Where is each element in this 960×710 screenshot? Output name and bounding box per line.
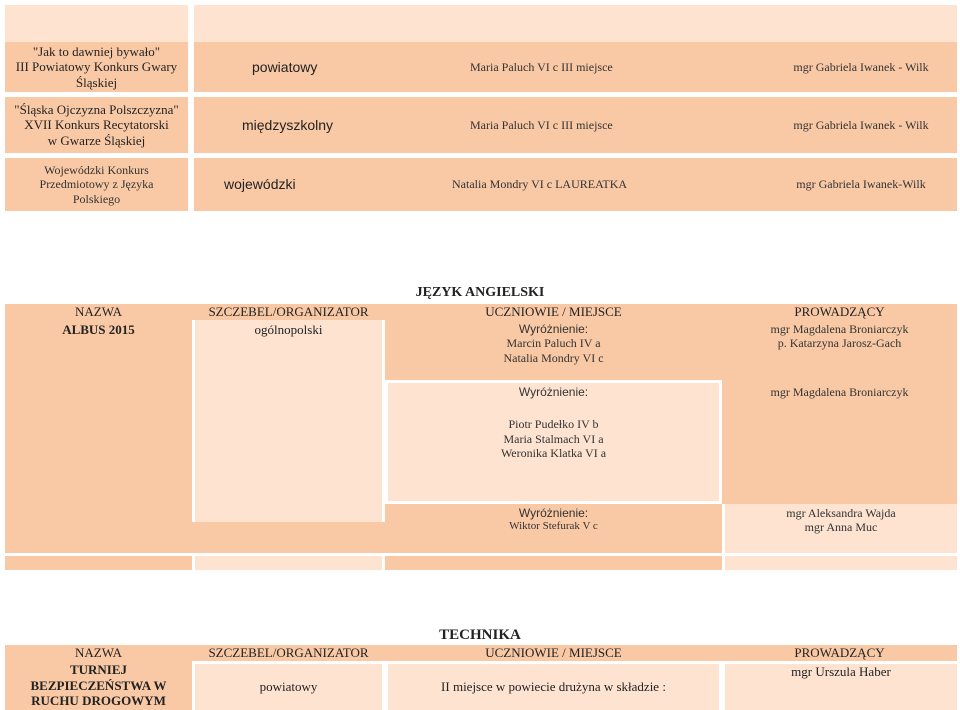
teacher-text: mgr Gabriela Iwanek-Wilk: [796, 177, 926, 192]
student-name: Marcin Paluch IV a: [506, 336, 601, 351]
award-label: Wyróżnienie:: [518, 322, 589, 336]
teacher-cell: [725, 504, 957, 553]
student-name: Piotr Pudełko IV b: [508, 417, 599, 432]
header-teacher: PROWADZĄCY: [722, 645, 957, 661]
level-text: wojewódzki: [224, 176, 296, 193]
name-column-bg: [5, 320, 192, 553]
top-header-empty-2: [194, 5, 957, 42]
level-column-bg: [195, 320, 382, 522]
teacher-text: mgr Aleksandra Wajda: [786, 506, 896, 520]
students-text: II miejsce w powiecie drużyna w składzie :: [441, 679, 666, 695]
students-cell: [388, 664, 719, 710]
empty-row-cell: [5, 556, 192, 570]
level-text: ogólnopolski: [254, 322, 323, 337]
header-level: SZCZEBEL/ORGANIZATOR: [192, 645, 385, 661]
empty-row-cell: [385, 556, 722, 570]
contest-name-line: RUCHU DROGOWYM: [31, 693, 166, 709]
contest-name-line: Przedmiotowy z Języka: [39, 177, 154, 192]
level-column-bottom: [192, 522, 385, 553]
header-name: NAZWA: [5, 645, 192, 661]
teacher-text: mgr Magdalena Broniarczyk: [770, 385, 909, 399]
level-cell: [195, 664, 382, 710]
teacher-text: mgr Gabriela Iwanek - Wilk: [793, 117, 929, 132]
contest-name-line: "Jak to dawniej bywało": [32, 43, 161, 59]
student-name: Maria Stalmach VI a: [503, 431, 604, 446]
teacher-cell: [765, 97, 957, 153]
teacher-text: mgr Gabriela Iwanek - Wilk: [793, 59, 929, 74]
contest-name-cell: [5, 661, 192, 710]
teacher-cell: [765, 42, 957, 92]
contest-name-line: Wojewódzki Konkurs: [44, 162, 149, 177]
section-title-technika: TECHNIKA: [439, 627, 521, 643]
top-row-level-students: [194, 97, 765, 153]
contest-name-line: "Śląska Ojczyzna Polszczyzna": [14, 101, 179, 117]
teacher-text: mgr Anna Muc: [804, 520, 878, 535]
teacher-cell: [722, 320, 957, 380]
contest-name-line: III Powiatowy Konkurs Gwary: [15, 59, 178, 75]
student-name: Natalia Mondry VI c: [503, 350, 604, 365]
top-row-level-students: [194, 42, 765, 92]
award-label: Wyróżnienie:: [518, 506, 589, 520]
contest-name-cell: [5, 97, 188, 153]
empty-row-cell: [195, 556, 382, 570]
header-students: UCZNIOWIE / MIEJSCE: [385, 645, 722, 661]
header-teacher: PROWADZĄCY: [722, 304, 957, 320]
students-cell: [388, 383, 719, 501]
empty-row-cell: [725, 556, 957, 570]
teacher-cell: [725, 664, 957, 710]
header-students: UCZNIOWIE / MIEJSCE: [385, 304, 722, 320]
level-text: międzyszkolny: [242, 116, 334, 133]
teacher-cell: [722, 380, 957, 504]
students-text: Maria Paluch VI c III miejsce: [470, 117, 613, 132]
contest-name: ALBUS 2015: [62, 322, 135, 337]
top-header-empty-1: [5, 5, 188, 42]
award-label: Wyróżnienie:: [518, 385, 589, 399]
students-text: Natalia Mondry VI c LAUREATKA: [452, 177, 628, 192]
header-name: NAZWA: [5, 304, 192, 320]
level-text: powiatowy: [259, 679, 318, 695]
contest-name-cell: [5, 158, 188, 211]
level-text: powiatowy: [252, 58, 318, 75]
contest-name-line: TURNIEJ: [69, 662, 128, 677]
header-level: SZCZEBEL/ORGANIZATOR: [192, 304, 385, 320]
students-cell: [385, 504, 722, 553]
students-cell: [385, 320, 722, 380]
teacher-text: p. Katarzyna Jarosz-Gach: [777, 336, 902, 351]
teacher-text: mgr Urszula Haber: [791, 664, 891, 679]
contest-name-cell: [5, 42, 188, 92]
student-name: Weronika Klatka VI a: [500, 446, 607, 461]
students-text: Maria Paluch VI c III miejsce: [470, 59, 613, 74]
student-name: Wiktor Stefurak V c: [509, 520, 598, 533]
contest-name-line: BEZPIECZEŃSTWA W: [30, 677, 167, 693]
teacher-cell: [765, 158, 957, 211]
contest-name-line: w Gwarze Śląskiej: [47, 132, 146, 148]
top-row-level-students: [194, 158, 765, 211]
contest-name-line: Polskiego: [72, 191, 121, 206]
section-title-english: JĘZYK ANGIELSKI: [415, 285, 545, 300]
teacher-text: mgr Magdalena Broniarczyk: [770, 322, 909, 336]
contest-name-line: Śląskiej: [75, 74, 118, 90]
contest-name-line: XVII Konkurs Recytatorski: [24, 117, 169, 133]
